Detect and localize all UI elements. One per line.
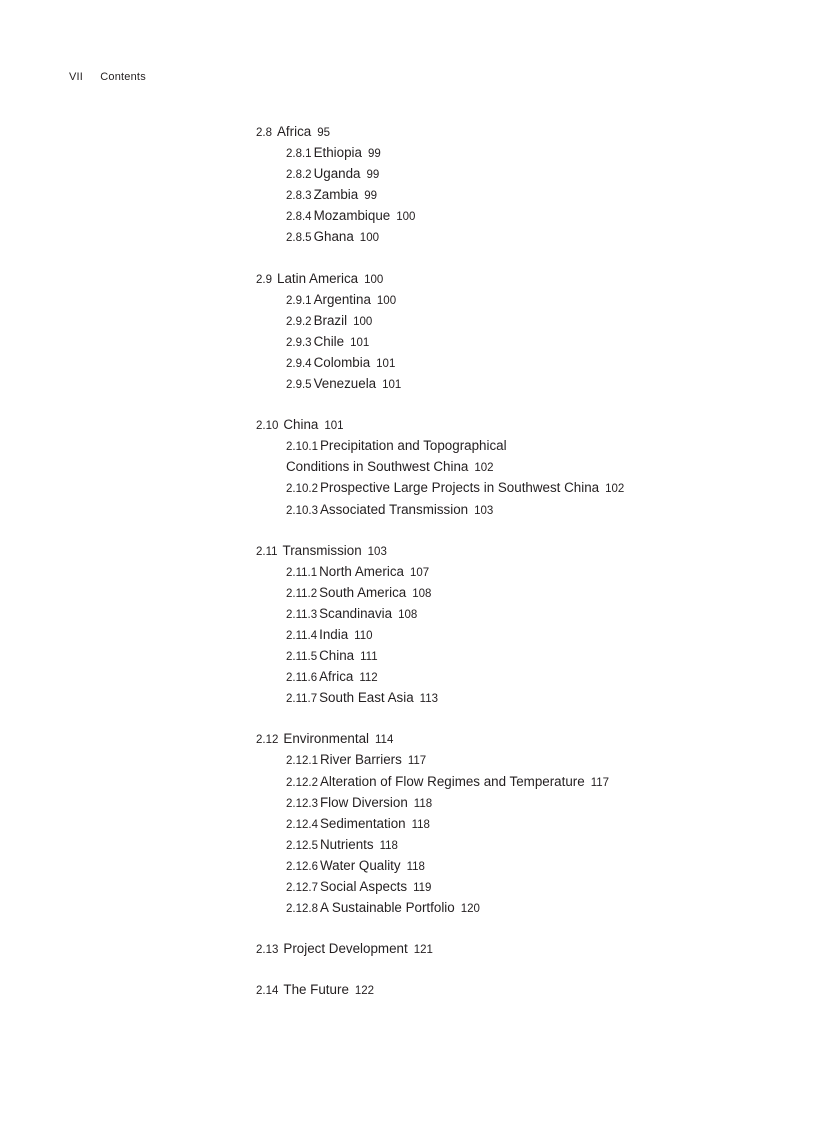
subsection-number: 2.8.2: [286, 169, 312, 182]
toc-entry[interactable]: [256, 269, 776, 290]
page-number: 108: [398, 608, 418, 621]
page-number: 95: [317, 127, 331, 139]
page-number: 117: [407, 755, 427, 768]
toc-subentry[interactable]: [256, 814, 776, 835]
subsection-number: 2.12.2: [286, 776, 318, 789]
toc-entry[interactable]: [256, 122, 776, 143]
subsection-title: Alteration of Flow Regimes and Temperature: [319, 773, 585, 789]
page-number: 110: [354, 629, 373, 642]
toc-subentry-continuation[interactable]: [256, 457, 776, 478]
subsection-number: 2.10.3: [286, 504, 318, 517]
toc-subentry[interactable]: [256, 311, 776, 332]
subsection-number: 2.12.4: [286, 818, 318, 831]
subsection-title: Brazil: [313, 312, 348, 328]
subsection-title: Social Aspects: [319, 879, 408, 894]
subsection-number: 2.8.5: [286, 232, 312, 245]
subsection-title: South East Asia: [319, 690, 414, 706]
section-title: Africa: [277, 124, 312, 139]
section-title: China: [283, 417, 319, 433]
toc-subentry[interactable]: [256, 688, 776, 709]
subsection-number: 2.11.7: [286, 693, 318, 706]
toc-subentry[interactable]: [256, 646, 776, 667]
section-number: 2.10: [256, 420, 279, 433]
page-number: 99: [364, 190, 378, 203]
page-number: 102: [605, 483, 625, 496]
page-number: 119: [413, 882, 432, 894]
toc-entry[interactable]: [256, 415, 776, 436]
subsection-title: A Sustainable Portfolio: [319, 900, 455, 916]
subsection-title: Scandinavia: [319, 605, 393, 621]
subsection-title: Associated Transmission: [319, 501, 469, 517]
section-title: Transmission: [282, 542, 362, 558]
toc-section: [256, 269, 776, 396]
section-number: 2.14: [256, 985, 279, 998]
toc-subentry[interactable]: [256, 750, 776, 771]
subsection-number: 2.9.3: [286, 336, 312, 349]
subsection-number: 2.11.1: [286, 566, 318, 579]
subsection-number: 2.11.5: [286, 651, 318, 664]
subsection-title: Venezuela: [313, 376, 377, 392]
subsection-number: 2.12.8: [286, 903, 318, 916]
subsection-number: 2.9.5: [286, 379, 312, 392]
subsection-number: 2.12.1: [286, 755, 318, 768]
subsection-title: Argentina: [313, 291, 371, 307]
toc-subentry[interactable]: [256, 562, 776, 583]
subsection-title: Ghana: [313, 229, 354, 245]
page-number: 107: [409, 566, 430, 579]
page-number: 117: [590, 776, 610, 789]
toc-subentry[interactable]: [256, 164, 776, 185]
toc-subentry[interactable]: [256, 332, 776, 353]
subsection-number: 2.8.4: [286, 211, 312, 224]
subsection-title: Sedimentation: [319, 815, 406, 831]
page-number: 122: [354, 985, 375, 998]
page-number: 118: [411, 818, 430, 831]
toc-entry[interactable]: [256, 729, 776, 750]
running-head-title: Contents: [100, 71, 146, 83]
toc-subentry[interactable]: [256, 143, 776, 164]
page-number: 121: [413, 944, 433, 957]
toc-subentry[interactable]: [256, 772, 776, 793]
subsection-title: Zambia: [313, 187, 359, 203]
toc-section: [256, 980, 776, 1001]
page-number: 100: [353, 315, 373, 328]
page-number: 118: [379, 839, 398, 852]
page-number: 114: [375, 734, 394, 747]
section-title: Project Development: [283, 941, 408, 957]
section-title: The Future: [283, 982, 349, 998]
subsection-title: India: [319, 626, 349, 642]
toc-subentry[interactable]: [256, 583, 776, 604]
section-title: Environmental: [283, 731, 369, 747]
toc-subentry[interactable]: [256, 185, 776, 206]
subsection-number: 2.12.7: [286, 882, 318, 894]
page-number: 103: [367, 545, 387, 558]
subsection-number: 2.10.2: [286, 483, 318, 496]
section-number: 2.12: [256, 734, 279, 747]
toc-subentry[interactable]: [256, 478, 776, 499]
toc-subentry[interactable]: [256, 793, 776, 814]
toc-subentry[interactable]: [256, 436, 776, 457]
toc-subentry[interactable]: [256, 290, 776, 311]
page-number: 101: [382, 379, 402, 392]
toc-section: [256, 939, 776, 960]
page-number: 118: [406, 860, 425, 873]
toc-subentry[interactable]: [256, 877, 776, 898]
toc-subentry[interactable]: [256, 374, 776, 395]
subsection-title: Prospective Large Projects in Southwest China: [319, 480, 600, 496]
subsection-number: 2.11.4: [286, 629, 318, 642]
page-number: 100: [396, 211, 416, 224]
page-number: 101: [324, 420, 344, 433]
page-number: 100: [376, 294, 397, 307]
toc-subentry[interactable]: [256, 625, 776, 646]
subsection-title: China: [319, 648, 355, 664]
page-number: 101: [350, 336, 370, 349]
subsection-title: River Barriers: [319, 752, 402, 768]
page-number: 100: [359, 232, 379, 245]
page-folio: VII: [69, 71, 84, 83]
toc-entry[interactable]: [256, 939, 776, 960]
section-number: 2.9: [256, 273, 272, 286]
subsection-number: 2.8.3: [286, 190, 312, 203]
subsection-title: Flow Diversion: [319, 794, 408, 810]
subsection-number: 2.9.1: [286, 294, 312, 307]
section-title: Latin America: [277, 270, 359, 286]
subsection-number: 2.8.1: [286, 148, 312, 161]
page-number: 99: [367, 148, 381, 161]
page-number: 99: [366, 169, 380, 182]
running-head: [69, 71, 146, 83]
subsection-number: 2.11.3: [286, 608, 318, 621]
subsection-number: 2.12.6: [286, 860, 318, 873]
subsection-title: Africa: [319, 669, 354, 685]
subsection-title: Mozambique: [313, 208, 391, 224]
toc-subentry[interactable]: [256, 206, 776, 227]
subsection-title: Chile: [313, 333, 345, 349]
page-number: 100: [364, 273, 384, 286]
page-number: 103: [474, 504, 494, 517]
subsection-title: Ethiopia: [313, 145, 362, 161]
page-number: 108: [412, 587, 432, 600]
toc-entry[interactable]: [256, 541, 776, 562]
page-number: 102: [474, 462, 494, 475]
subsection-title: Precipitation and Topographical: [319, 438, 507, 454]
subsection-title: Nutrients: [319, 836, 374, 852]
page-number: 101: [376, 357, 396, 370]
toc-subentry[interactable]: [256, 227, 776, 248]
toc-subentry[interactable]: [256, 856, 776, 877]
subsection-number: 2.12.3: [286, 797, 318, 810]
section-number: 2.8: [256, 127, 272, 139]
table-of-contents: [256, 122, 776, 1021]
subsection-number: 2.9.4: [286, 357, 312, 370]
toc-subentry[interactable]: [256, 604, 776, 625]
subsection-number: 2.10.1: [286, 441, 318, 454]
toc-subentry[interactable]: [256, 500, 776, 521]
section-number: 2.11: [256, 545, 278, 558]
toc-section: [256, 415, 776, 520]
toc-entry[interactable]: [256, 980, 776, 1001]
subsection-number: 2.11.2: [286, 587, 318, 600]
subsection-title: North America: [319, 563, 404, 579]
toc-section: [256, 729, 776, 919]
toc-subentry[interactable]: [256, 353, 776, 374]
subsection-title: Uganda: [313, 166, 361, 182]
page-number: 113: [419, 693, 439, 706]
section-number: 2.13: [256, 944, 279, 957]
toc-subentry[interactable]: [256, 898, 776, 919]
page-number: 120: [460, 903, 480, 916]
subsection-number: 2.11.6: [286, 672, 318, 685]
toc-section: [256, 541, 776, 710]
subsection-title: Colombia: [313, 354, 371, 370]
page-number: 118: [413, 797, 433, 810]
page-number: 111: [360, 651, 378, 664]
subsection-number: 2.9.2: [286, 315, 312, 328]
subsection-title-continued: Conditions in Southwest China: [286, 459, 469, 475]
toc-subentry[interactable]: [256, 835, 776, 856]
toc-subentry[interactable]: [256, 667, 776, 688]
subsection-number: 2.12.5: [286, 839, 318, 852]
page-number: 112: [359, 672, 378, 685]
subsection-title: Water Quality: [319, 857, 401, 873]
subsection-title: South America: [319, 584, 407, 600]
toc-section: [256, 122, 776, 249]
